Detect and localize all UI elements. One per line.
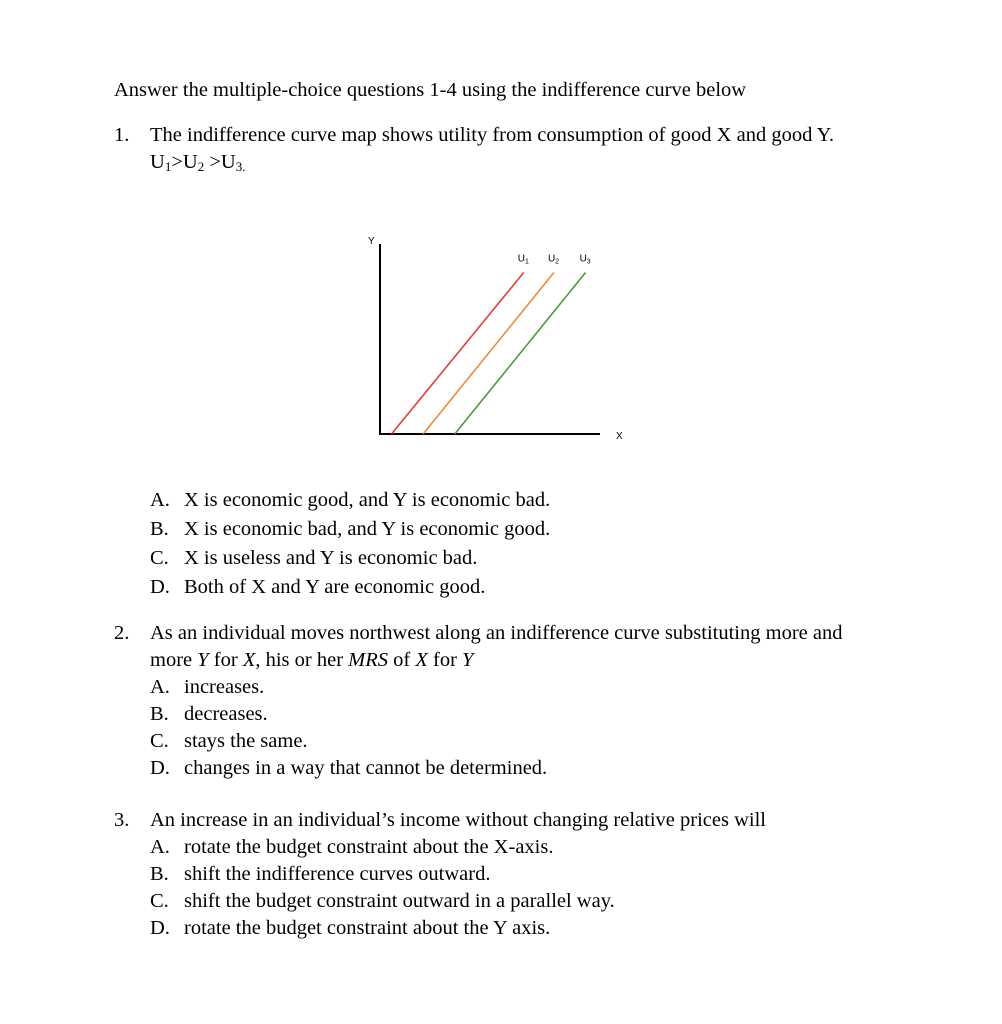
q1-option-c-text: X is useless and Y is economic bad. [184,547,478,569]
q2-option-c-letter: C. [150,730,169,752]
indifference-curve-u3 [455,273,586,435]
question-3-text: An increase in an individual’s income without changing relative prices will [150,809,766,831]
curve-label-u1-subscript: 1 [524,258,529,266]
q3-option-b-letter: B. [150,863,169,885]
q1-option-d-text: Both of X and Y are economic good. [184,576,486,598]
indifference-curve-u1 [392,273,524,435]
indifference-curve-chart [350,226,750,466]
q3-option-d-text: rotate the budget constraint about the Y axis. [184,917,551,939]
q3-option-b-text: shift the indifference curves outward. [184,863,491,885]
q2-option-a-text: increases. [184,676,265,698]
question-2-text-line-2: more Y for X, his or her MRS of X for Y [150,649,474,671]
q2-option-d-letter: D. [150,757,170,779]
question-1-number: 1. [114,124,130,146]
indifference-curve-u2 [423,273,554,435]
curve-label-u3-subscript: 3 [586,258,591,266]
series-group [392,254,591,435]
q2-option-a-letter: A. [150,676,170,698]
instructions-text: Answer the multiple-choice questions 1-4 using the indifference curve below [114,79,747,101]
y-axis-label: Y [368,236,375,247]
curve-label-u1: $U_1$ [517,253,529,266]
q2-option-c-text: stays the same. [184,730,308,752]
q1-option-b-text: X is economic bad, and Y is economic good. [184,518,551,540]
x-axis-label: X [616,431,623,442]
q3-option-d-letter: D. [150,917,170,939]
q2-option-b-text: decreases. [184,703,268,725]
curve-label-u2-subscript: 2 [555,258,560,266]
q3-option-a-text: rotate the budget constraint about the X-axis. [184,836,554,858]
question-3-number: 3. [114,809,130,831]
q3-option-c-text: shift the budget constraint outward in a parallel way. [184,890,615,912]
q3-option-c-letter: C. [150,890,169,912]
q1-option-d-letter: D. [150,576,170,598]
question-2-number: 2. [114,622,130,644]
q1-option-a-letter: A. [150,489,170,511]
q1-option-b-letter: B. [150,518,169,540]
q2-option-b-letter: B. [150,703,169,725]
question-2-text-line-1: As an individual moves northwest along an indifference curve substituting more and [150,622,843,644]
q1-option-c-letter: C. [150,547,169,569]
question-1-utility-order: $U_1>U_2 >U_{3.}$ [150,151,246,174]
q3-option-a-letter: A. [150,836,170,858]
curve-label-u3: $U_3$ [579,253,591,266]
question-1-text: The indifference curve map shows utility from consumption of good X and good Y. [150,124,834,146]
q1-option-a-text: X is economic good, and Y is economic bad. [184,489,551,511]
curve-label-u2: $U_2$ [547,253,560,266]
q2-option-d-text: changes in a way that cannot be determined. [184,757,548,779]
